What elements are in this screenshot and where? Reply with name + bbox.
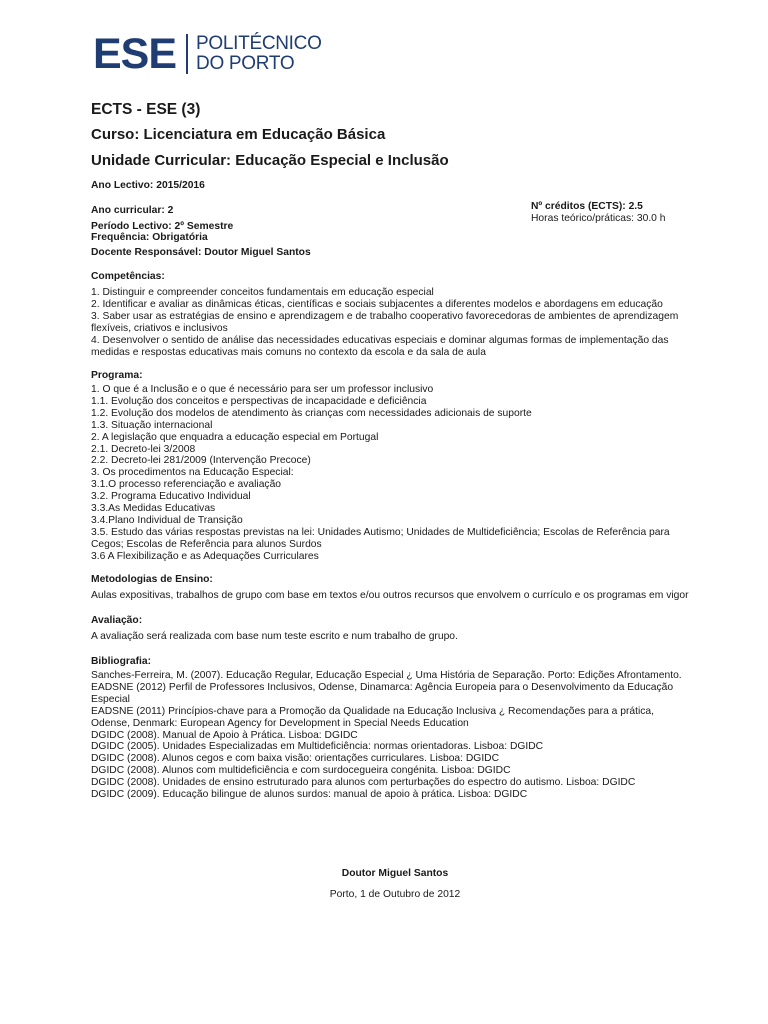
ects-title: ECTS - ESE (3) xyxy=(91,101,201,118)
list-item: 2.2. Decreto-lei 281/2009 (Intervenção Precoce) xyxy=(91,455,311,467)
logo-line-1: POLITÉCNICO xyxy=(196,33,322,54)
metodologias-title: Metodologias de Ensino: xyxy=(91,574,213,585)
list-item: 3.2. Programa Educativo Individual xyxy=(91,491,251,503)
curricular-unit-title: Unidade Curricular: Educação Especial e Inclusão xyxy=(91,152,449,169)
list-item: 2. Identificar e avaliar as dinâmicas éticas, científicas e sociais subjacentes a diferentes modelos e abordagens em educação xyxy=(91,298,663,310)
academic-year: Ano Lectivo: 2015/2016 xyxy=(91,180,205,191)
list-item: 1. O que é a Inclusão e o que é necessário para ser um professor inclusivo xyxy=(91,384,434,395)
list-item: 3. Os procedimentos na Educação Especial: xyxy=(91,467,294,479)
list-item: 1.3. Situação internacional xyxy=(91,419,213,431)
list-item: DGIDC (2008). Alunos com multideficiência e com surdocegueira congénita. Lisboa: DGIDC xyxy=(91,765,511,777)
programa-list xyxy=(91,384,691,563)
list-item: 3.1.O processo referenciação e avaliação xyxy=(91,479,282,491)
list-item: 1. Distinguir e compreender conceitos fundamentais em educação especial xyxy=(91,287,434,298)
bibliografia-list xyxy=(91,670,691,801)
curricular-year: Ano curricular: 2 xyxy=(91,205,174,216)
signature-name: Doutor Miguel Santos xyxy=(341,868,449,879)
list-item: EADSNE (2012) Perfil de Professores Inclusivos, Odense, Dinamarca: Agência Europeia para o Desenvolvimento da Educação Especial xyxy=(91,681,674,705)
list-item: 3.4.Plano Individual de Transição xyxy=(91,514,243,526)
metodologias-text: Aulas expositivas, trabalhos de grupo com base em textos e/ou outros recursos que envolvem o currículo e os programas em vigor xyxy=(91,590,689,601)
ects-credits: Nº créditos (ECTS): 2.5 xyxy=(531,201,643,212)
list-item: 3.5. Estudo das várias respostas previstas na lei: Unidades Autismo; Unidades de Multideficiência; Escolas de Referência para Cegos; Escolas de Referência para alunos Surdos xyxy=(91,526,670,550)
list-item: DGIDC (2008). Manual de Apoio à Prática. Lisboa: DGIDC xyxy=(91,729,358,741)
list-item: 4. Desenvolver o sentido de análise das necessidades educativas especiais e dominar algumas formas de implementação das medidas e respostas educativas mais comuns no contexto da escola e da sala de aula xyxy=(91,334,669,358)
contact-hours: Horas teórico/práticas: 30.0 h xyxy=(531,213,666,224)
programa-title: Programa: xyxy=(91,370,143,381)
logo-separator xyxy=(186,34,188,74)
institution-logo xyxy=(93,30,322,78)
avaliacao-title: Avaliação: xyxy=(91,615,143,626)
list-item: 2. A legislação que enquadra a educação especial em Portugal xyxy=(91,431,379,443)
logo-line-2: DO PORTO xyxy=(196,53,295,74)
competencias-title: Competências: xyxy=(91,271,165,282)
teaching-period: Período Lectivo: 2º Semestre xyxy=(91,221,234,232)
responsible-teacher: Docente Responsável: Doutor Miguel Santos xyxy=(91,247,311,258)
list-item: 3. Saber usar as estratégias de ensino e aprendizagem e de trabalho cooperativo favorecedoras de ambientes de aprendizagem flexíveis, criativos e inclusivos xyxy=(91,310,679,334)
list-item: DGIDC (2008). Unidades de ensino estruturado para alunos com perturbações do espectro do autismo. Lisboa: DGIDC xyxy=(91,777,636,789)
list-item: Sanches-Ferreira, M. (2007). Educação Regular, Educação Especial ¿ Uma História de Separação. Porto: Edições Afrontamento. xyxy=(91,670,682,681)
list-item: DGIDC (2008). Alunos cegos e com baixa visão: orientações curriculares. Lisboa: DGIDC xyxy=(91,753,500,765)
course-title: Curso: Licenciatura em Educação Básica xyxy=(91,126,386,143)
list-item: DGIDC (2009). Educação bilingue de alunos surdos: manual de apoio à prática. Lisboa: DGIDC xyxy=(91,789,528,801)
competencias-list xyxy=(91,287,691,358)
bibliografia-title: Bibliografia: xyxy=(91,656,152,667)
avaliacao-text: A avaliação será realizada com base num teste escrito e num trabalho de grupo. xyxy=(91,631,458,642)
place-date: Porto, 1 de Outubro de 2012 xyxy=(329,889,461,900)
list-item: 1.2. Evolução dos modelos de atendimento às crianças com necessidades adicionais de suporte xyxy=(91,407,532,419)
list-item: 3.3.As Medidas Educativas xyxy=(91,503,216,515)
attendance: Frequência: Obrigatória xyxy=(91,232,208,243)
list-item: 1.1. Evolução dos conceitos e perspectivas de incapacidade e deficiência xyxy=(91,395,427,407)
logo-institution-name xyxy=(196,34,322,74)
logo-ese-text: ESE xyxy=(93,30,177,78)
list-item: DGIDC (2005). Unidades Especializadas em Multideficiência: normas orientadoras. Lisboa: DGIDC xyxy=(91,741,544,753)
list-item: EADSNE (2011) Princípios-chave para a Promoção da Qualidade na Educação Inclusiva ¿ Recomendações para a prática, Odense, Denmark: European Agency for Development in Special Needs Education xyxy=(91,705,655,729)
list-item: 3.6 A Flexibilização e as Adequações Curriculares xyxy=(91,550,319,562)
list-item: 2.1. Decreto-lei 3/2008 xyxy=(91,443,196,455)
